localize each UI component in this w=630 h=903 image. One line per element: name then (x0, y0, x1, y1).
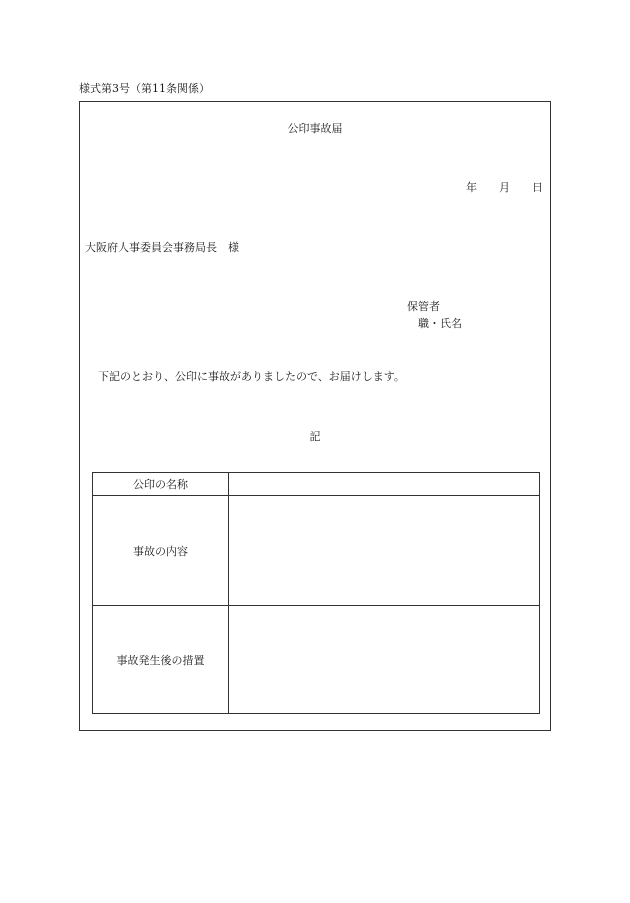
form-code: 様式第3号（第11条関係） (79, 82, 210, 95)
table-row (93, 496, 540, 606)
measures-label: 事故発生後の措置 (93, 606, 229, 714)
statement: 下記のとおり、公印に事故がありましたので、お届けします。 (98, 370, 405, 383)
table-row (93, 606, 540, 714)
position-name-label: 職・氏名 (418, 317, 462, 330)
date-day-label: 日 (532, 181, 543, 194)
incident-content-value[interactable] (229, 496, 540, 606)
date-line (466, 179, 543, 195)
recipient: 大阪府人事委員会事務局長 様 (85, 241, 239, 254)
table-row (93, 473, 540, 496)
seal-name-label: 公印の名称 (93, 473, 229, 496)
seal-name-value[interactable] (229, 473, 540, 496)
ki-heading: 記 (309, 430, 321, 443)
measures-value[interactable] (229, 606, 540, 714)
document-title: 公印事故届 (287, 122, 343, 135)
custodian-label: 保管者 (407, 300, 440, 313)
form-frame (79, 101, 551, 731)
incident-content-label: 事故の内容 (93, 496, 229, 606)
date-month-label: 月 (499, 181, 510, 194)
detail-table (92, 472, 540, 714)
date-year-label: 年 (466, 181, 477, 194)
